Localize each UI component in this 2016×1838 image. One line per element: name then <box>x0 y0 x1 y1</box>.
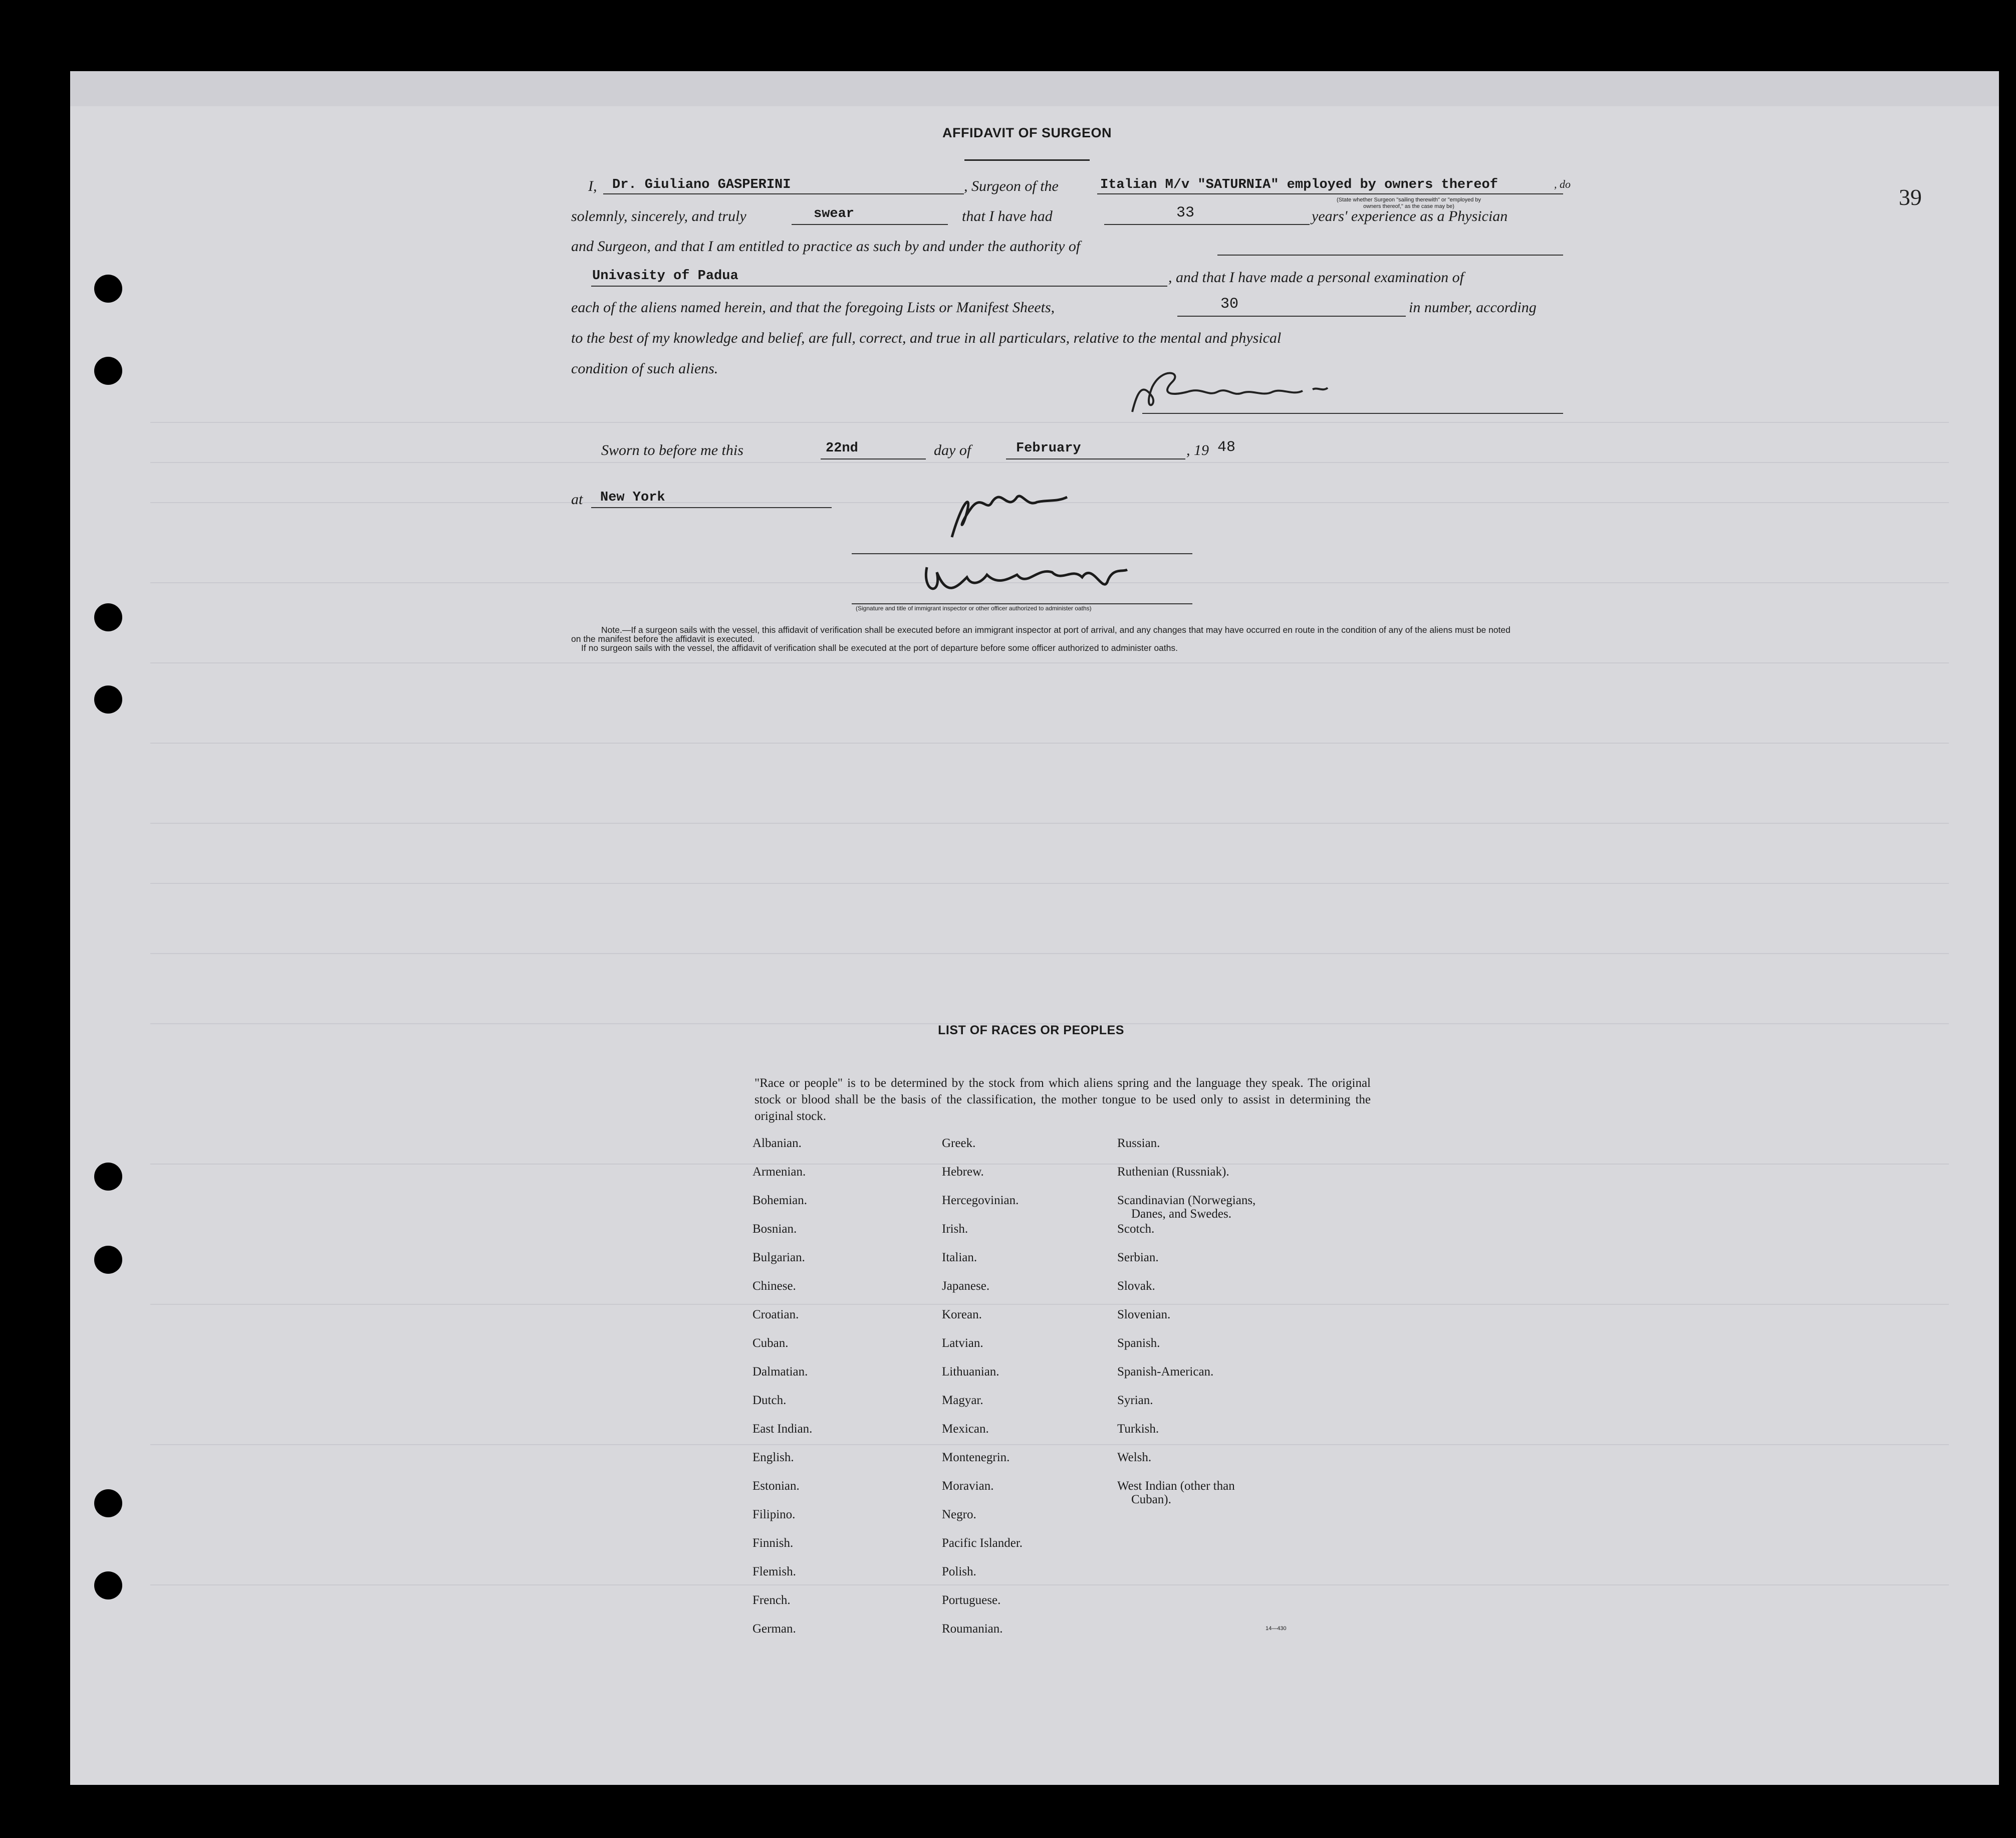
race-item: Syrian. <box>1117 1394 1153 1407</box>
race-item: Spanish. <box>1117 1336 1160 1350</box>
race-item: Greek. <box>942 1136 976 1150</box>
knowledge-text: to the best of my knowledge and belief, are full, correct, and true in all particulars, relative to the mental and physical <box>571 330 1282 346</box>
race-item: West Indian (other than <box>1117 1479 1235 1493</box>
swear-value: swear <box>814 206 855 221</box>
sworn-month: February <box>1016 441 1081 456</box>
note-text-1: —If a surgeon sails with the vessel, this affidavit of verification shall be executed before an immigrant inspector at port of arrival, and any changes that may have occurred en route in the condition of any of the aliens must be noted on the manifest before the affidavit is executed. <box>571 625 1510 644</box>
race-item: Italian. <box>942 1251 977 1264</box>
race-item: Hercegovinian. <box>942 1194 1019 1207</box>
experience-label: years' experience as a Physician <box>1312 208 1508 224</box>
solemnly-label: solemnly, sincerely, and truly <box>571 208 746 224</box>
punch-hole <box>94 1571 122 1599</box>
sworn-label: Sworn to before me this <box>601 442 743 458</box>
form-number: 14—430 <box>1266 1626 1287 1632</box>
surgeon-of-label: , Surgeon of the <box>964 178 1059 194</box>
race-item: Russian. <box>1117 1136 1160 1150</box>
affidavit-title: AFFIDAVIT OF SURGEON <box>942 125 1112 140</box>
race-item: Slovak. <box>1117 1279 1155 1293</box>
race-item: Ruthenian (Russniak). <box>1117 1165 1229 1179</box>
inspector-signature-line-2 <box>852 603 1192 604</box>
i-label: I, <box>588 178 597 194</box>
authority-line-2 <box>591 286 1167 287</box>
race-item: Roumanian. <box>942 1622 1003 1636</box>
race-item: East Indian. <box>752 1422 813 1436</box>
authority-intro: and Surgeon, and that I am entitled to practice as such by and under the authority of <box>571 238 1081 255</box>
sheets-line <box>1177 316 1406 317</box>
affidavit-note <box>571 625 1513 652</box>
swear-line <box>792 224 948 225</box>
punch-hole <box>94 275 122 303</box>
punch-hole <box>94 357 122 385</box>
race-item: French. <box>752 1593 791 1607</box>
race-item: Croatian. <box>752 1308 799 1321</box>
race-item: Montenegrin. <box>942 1451 1010 1464</box>
inspector-initials <box>932 482 1082 547</box>
race-item: Flemish. <box>752 1565 796 1578</box>
race-item: Cuban. <box>752 1336 789 1350</box>
vessel-tail: , do <box>1554 178 1571 190</box>
punch-hole <box>94 603 122 631</box>
race-item: Turkish. <box>1117 1422 1159 1436</box>
race-item: Bohemian. <box>752 1194 808 1207</box>
race-item: Slovenian. <box>1117 1308 1171 1321</box>
race-item: Serbian. <box>1117 1251 1159 1264</box>
surgeon-name-line <box>603 193 964 194</box>
page-number: 39 <box>1899 184 1922 210</box>
race-item: Lithuanian. <box>942 1365 999 1378</box>
state-note: (State whether Surgeon "sailing therewith" or "employed by owners thereof," as the case may be) <box>1336 197 1481 209</box>
race-item: Magyar. <box>942 1394 983 1407</box>
race-item: Welsh. <box>1117 1451 1152 1464</box>
surgeon-signature <box>1122 362 1403 422</box>
place-value: New York <box>600 490 665 505</box>
sheets-value: 30 <box>1220 296 1239 313</box>
authority-line-1 <box>1217 255 1563 256</box>
race-item: Pacific Islander. <box>942 1536 1023 1550</box>
authority-value: Univasity of Padua <box>592 269 738 284</box>
race-item: English. <box>752 1451 794 1464</box>
race-item: Polish. <box>942 1565 976 1578</box>
race-item: Chinese. <box>752 1279 796 1293</box>
have-had-label: that I have had <box>962 208 1053 224</box>
race-item: Filipino. <box>752 1508 796 1521</box>
condition-text: condition of such aliens. <box>571 360 718 377</box>
race-item: Bosnian. <box>752 1222 797 1236</box>
races-title: LIST OF RACES OR PEOPLES <box>938 1023 1124 1037</box>
race-item: Korean. <box>942 1308 982 1321</box>
punch-hole <box>94 1489 122 1517</box>
years-line <box>1104 224 1310 225</box>
vessel-line <box>1097 193 1563 194</box>
note-text-2: If no surgeon sails with the vessel, the affidavit of verification shall be executed at the port of departure before some officer authorized to administer oaths. <box>581 643 1178 653</box>
race-item: Dalmatian. <box>752 1365 808 1378</box>
title-rule <box>964 159 1090 161</box>
year-prefix: , 19 <box>1186 442 1209 458</box>
vessel-name: Italian M/v "SATURNIA" employed by owners thereof <box>1100 177 1498 192</box>
inspector-signature <box>912 552 1222 607</box>
punch-hole <box>94 1246 122 1274</box>
race-item: Estonian. <box>752 1479 800 1493</box>
race-item: Armenian. <box>752 1165 806 1179</box>
exam-label: , and that I have made a personal examination of <box>1168 269 1464 286</box>
race-item: Scandinavian (Norwegians, <box>1117 1194 1256 1207</box>
race-item: German. <box>752 1622 796 1636</box>
surgeon-name: Dr. Giuliano GASPERINI <box>612 177 791 192</box>
sworn-day-line <box>821 458 926 460</box>
race-item: Cuban). <box>1131 1493 1171 1506</box>
race-item: Portuguese. <box>942 1593 1001 1607</box>
sheets-tail: in number, according <box>1409 299 1537 316</box>
page-top-shade <box>70 71 1999 106</box>
manifest-page <box>70 71 1999 1785</box>
race-item: Moravian. <box>942 1479 994 1493</box>
punch-hole <box>94 1163 122 1191</box>
races-intro: "Race or people" is to be determined by the stock from which aliens spring and the language they speak. The original stock or blood shall be the basis of the classification, the mother tongue to be used only to assist in determining the original stock. <box>754 1076 1371 1123</box>
race-item: Dutch. <box>752 1394 787 1407</box>
race-item: Mexican. <box>942 1422 989 1436</box>
at-label: at <box>571 491 583 508</box>
place-line <box>591 507 832 508</box>
race-item: Finnish. <box>752 1536 794 1550</box>
race-item: Bulgarian. <box>752 1251 805 1264</box>
sworn-day: 22nd <box>826 441 858 456</box>
punch-hole <box>94 685 122 714</box>
race-item: Irish. <box>942 1222 968 1236</box>
sheets-intro: each of the aliens named herein, and that the foregoing Lists or Manifest Sheets, <box>571 299 1055 316</box>
race-item: Japanese. <box>942 1279 990 1293</box>
race-item: Hebrew. <box>942 1165 984 1179</box>
signature-caption: (Signature and title of immigrant inspector or other officer authorized to administer oaths) <box>856 605 1092 612</box>
day-of-label: day of <box>934 442 971 458</box>
note-lead: Note. <box>601 625 622 635</box>
sworn-month-line <box>1006 458 1185 460</box>
race-item: Latvian. <box>942 1336 983 1350</box>
race-item: Spanish-American. <box>1117 1365 1214 1378</box>
years-value: 33 <box>1176 204 1195 221</box>
race-item: Negro. <box>942 1508 976 1521</box>
race-item: Albanian. <box>752 1136 802 1150</box>
race-item: Danes, and Swedes. <box>1131 1207 1231 1221</box>
year-suffix: 48 <box>1217 439 1236 456</box>
race-item: Scotch. <box>1117 1222 1155 1236</box>
